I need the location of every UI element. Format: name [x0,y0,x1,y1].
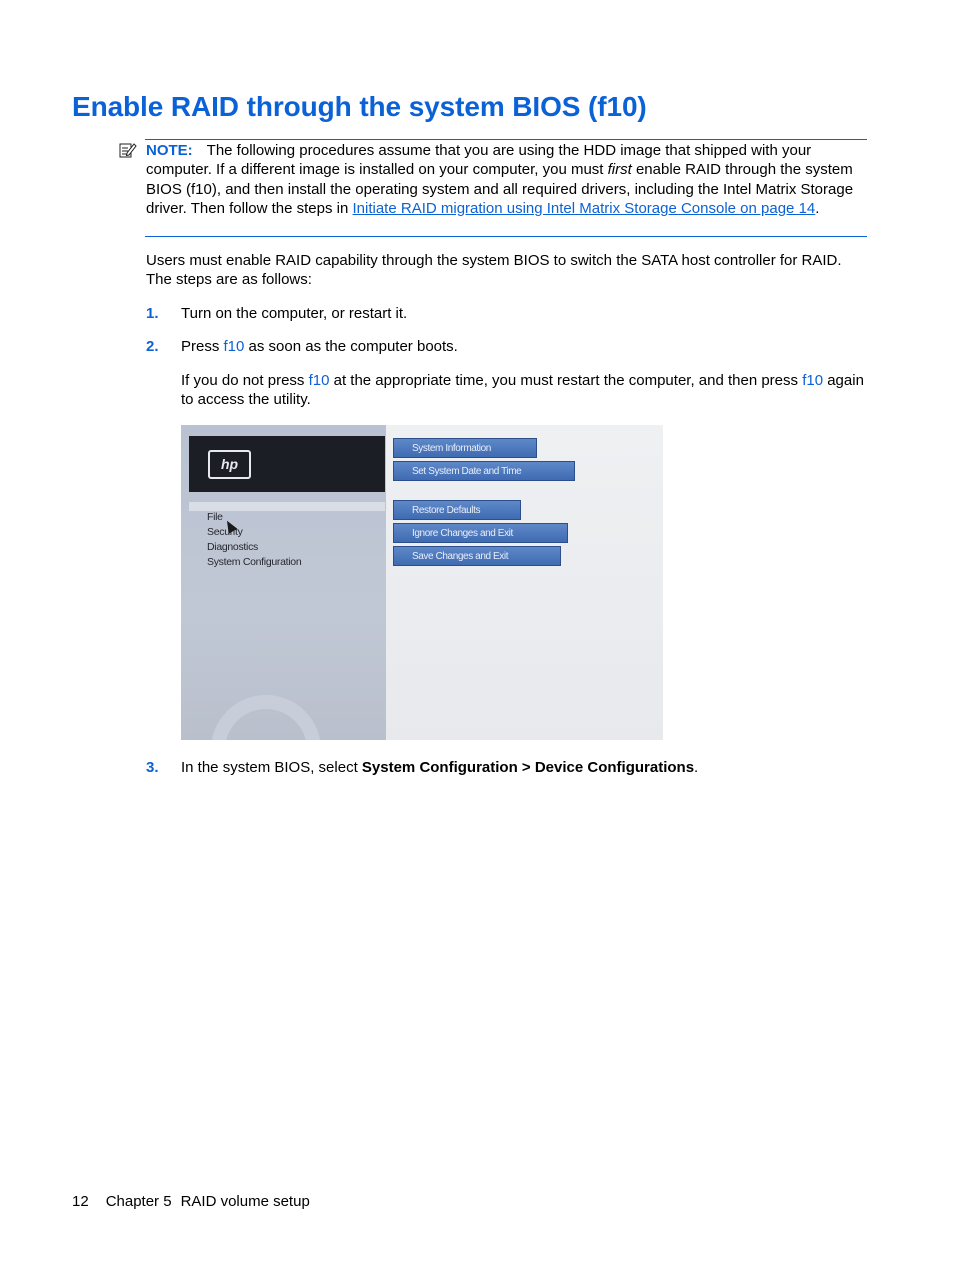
step-number: 2. [146,338,159,355]
step-text [181,758,871,777]
step-sub-text: at the appropriate time, you must restart the computer, and then press [329,372,803,389]
step-text: Turn on the computer, or restart it. [181,305,408,322]
bios-menu-file[interactable]: File [207,511,223,523]
step-text-part: In the system BIOS, select [181,759,362,776]
note-emphasis: first [607,161,632,179]
step-sub-text: again to access the utility. [181,372,864,409]
bios-menu-system-configuration[interactable]: System Configuration [207,556,302,568]
step-number: 1. [146,305,159,322]
key-f10: f10 [308,372,330,389]
footer-chapter: Chapter 5 [105,1193,172,1210]
step-sub-text: If you do not press [181,372,309,389]
footer-section: RAID volume setup [180,1193,310,1210]
bios-menu-diagnostics[interactable]: Diagnostics [207,541,258,553]
note-text-cont: enable RAID through the system BIOS (f10), and then install the operating system and all required drivers, including the Intel Matrix Storage driver. Then follow the steps in [146,161,854,217]
bios-screenshot [181,425,663,740]
bios-system-information-button[interactable]: System Information [393,438,537,458]
step-text-part: as soon as the computer boots. [244,338,458,355]
bios-restore-defaults-button[interactable]: Restore Defaults [393,500,521,520]
note-bottom-rule [145,236,867,237]
bios-ignore-changes-button[interactable]: Ignore Changes and Exit [393,523,568,543]
page-footer [72,1193,310,1210]
note-block [146,141,870,218]
raid-migration-link[interactable]: Initiate RAID migration using Intel Matrix Storage Console on page 14 [352,199,816,217]
bios-menu-security[interactable]: Security [207,526,243,538]
step-text-part: . [694,759,699,776]
note-top-rule [145,139,867,140]
page-title: Enable RAID through the system BIOS (f10) [72,91,647,122]
page-number: 12 [72,1193,89,1210]
menu-path: System Configuration > Device Configurations [361,759,695,776]
note-pencil-icon [119,141,137,159]
note-period: . [815,199,820,217]
intro-paragraph: Users must enable RAID capability through the system BIOS to switch the SATA host controller for RAID. The steps are as follows: [146,252,842,289]
hp-logo-icon: hp [208,450,251,479]
step-text [181,337,871,356]
step-2-subparagraph [181,371,871,410]
step-number: 3. [146,759,159,776]
step-text-part: Press [181,338,224,355]
key-f10: f10 [802,372,824,389]
bios-set-date-time-button[interactable]: Set System Date and Time [393,461,575,481]
key-f10: f10 [223,338,245,355]
bios-menu-highlight [189,502,385,511]
note-label: NOTE: [146,142,193,159]
bios-save-changes-button[interactable]: Save Changes and Exit [393,546,561,566]
note-text: The following procedures assume that you are using the HDD image that shipped with your computer. If a different image is installed on your computer, you must [146,142,812,179]
